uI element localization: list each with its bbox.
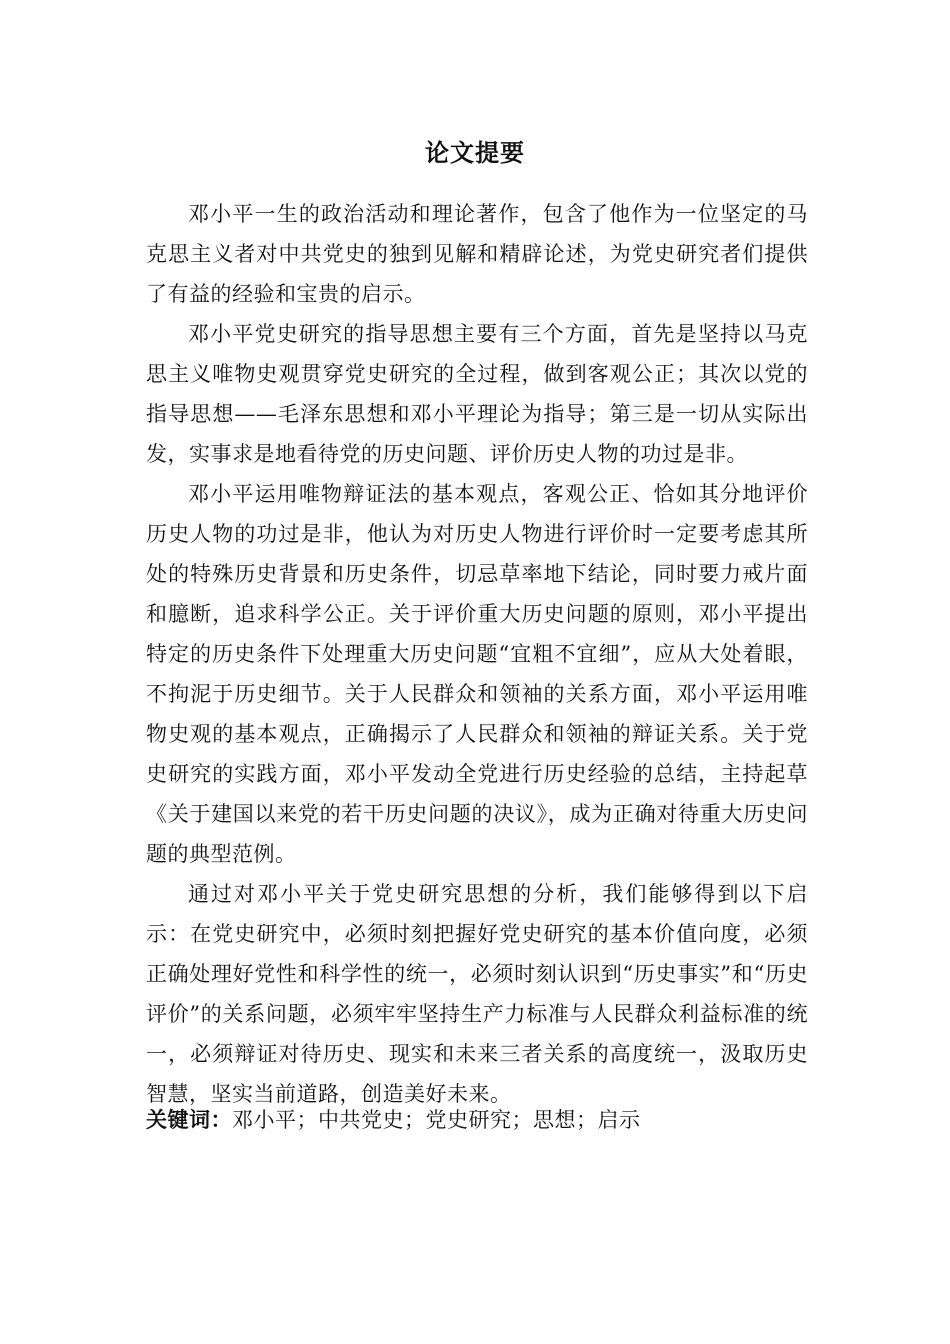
paragraph-4: 通过对邓小平关于党史研究思想的分析，我们能够得到以下启示：在党史研究中，必须时刻把握好党史研究的基本价值向度，必须正确处理好党性和科学性的统一，必须时刻认识到“历史事实”和“历史评价”的关系问题，必须牢牢坚持生产力标准与人民群众利益标准的统一，必须辩证对待历史、现实和未来三者关系的高度统一，汲取历史智慧，坚实当前道路，创造美好未来。 — [146, 882, 808, 1106]
keywords-text: 邓小平；中共党史；党史研究；思想；启示 — [232, 1108, 641, 1132]
paragraph-1: 邓小平一生的政治活动和理论著作，包含了他作为一位坚定的马克思主义者对中共党史的独到见解和精辟论述，为党史研究者们提供了有益的经验和宝贵的启示。 — [146, 202, 808, 306]
keywords-label: 关键词： — [146, 1108, 232, 1132]
keywords-line — [146, 1102, 808, 1138]
paragraph-3: 邓小平运用唯物辩证法的基本观点，客观公正、恰如其分地评价历史人物的功过是非，他认为对历史人物进行评价时一定要考虑其所处的特殊历史背景和历史条件，切忌草率地下结论，同时要力戒片面和臆断，追求科学公正。关于评价重大历史问题的原则，邓小平提出特定的历史条件下处理重大历史问题“宜粗不宜细”，应从大处着眼，不拘泥于历史细节。关于人民群众和领袖的关系方面，邓小平运用唯物史观的基本观点，正确揭示了人民群众和领袖的辩证关系。关于党史研究的实践方面，邓小平发动全党进行历史经验的总结，主持起草《关于建国以来党的若干历史问题的决议》，成为正确对待重大历史问题的典型范例。 — [146, 482, 808, 866]
abstract-body — [146, 194, 808, 1114]
document-title: 论文提要 — [425, 139, 525, 167]
paragraph-2: 邓小平党史研究的指导思想主要有三个方面，首先是坚持以马克思主义唯物史观贯穿党史研究的全过程，做到客观公正；其次以党的指导思想——毛泽东思想和邓小平理论为指导；第三是一切从实际出发，实事求是地看待党的历史问题、评价历史人物的功过是非。 — [146, 322, 808, 466]
